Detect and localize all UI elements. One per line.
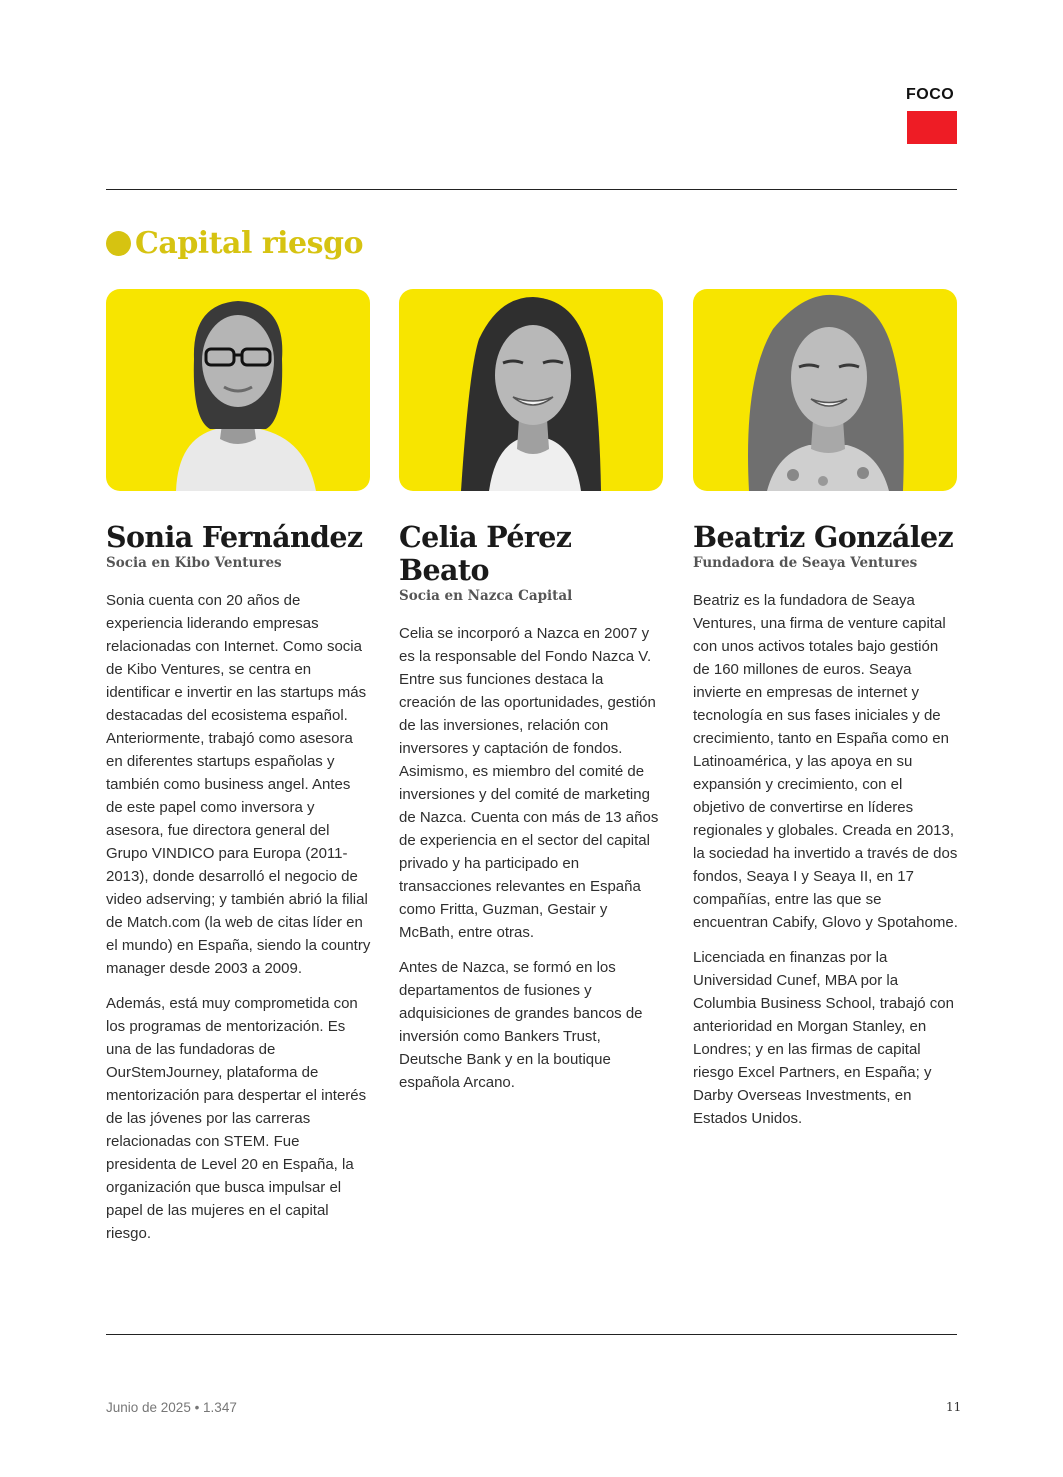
profile-bio [693,589,958,1130]
profile-card-2 [399,289,664,1106]
profile-name: Celia Pérez Beato [399,520,572,587]
top-divider [106,189,957,190]
bio-paragraph: Licenciada en finanzas por la Universidad Cunef, MBA por la Columbia Business School, trabajó con anterioridad en Morgan Stanley, en Londres; y en las firmas de capital riesgo Excel Partners, en España; y Darby Overseas Investments, en Estados Unidos. [693,949,954,1127]
profile-name: Sonia Fernández [106,520,363,554]
section-title: Capital riesgo [135,226,363,261]
page-number: 11 [946,1400,962,1414]
bio-paragraph: Sonia cuenta con 20 años de experiencia liderando empresas relacionadas con Internet. Como socia de Kibo Ventures, se centra en identificar e invertir en las startups más destacadas del ecosistema español. Anteriormente, trabajó como asesora en diferentes startups españolas y también como business angel. Antes de este papel como inversora y asesora, fue directora general del Grupo VINDICO para Europa (2011-2013), donde desarrolló el negocio de video adserving; y también abrió la filial de Match.com (la web de citas líder en el mundo) en España, siendo la country manager desde 2003 a 2009. [106,592,371,977]
profile-role: Socia en Nazca Capital [399,588,573,604]
profile-bio [399,622,664,1094]
profile-card-1 [106,289,371,1257]
profile-photo [399,289,663,491]
issue-info: Junio de 2025 • 1.347 [106,1400,237,1415]
section-heading [106,226,363,261]
section-color-block [907,111,957,144]
section-tag: FOCO [906,86,955,103]
profile-photo [106,289,370,491]
bio-paragraph: Celia se incorporó a Nazca en 2007 y es la responsable del Fondo Nazca V. Entre sus funciones destaca la creación de las oportunidades, gestión de las inversiones, relación con inversores y captación de fondos. Asimismo, es miembro del comité de inversiones y del comité de marketing de Nazca. Cuenta con más de 13 años de experiencia en el sector del capital privado y ha participado en transacciones relevantes en España como Fritta, Guzman, Gestair y McBath, entre otras. [399,625,659,941]
profile-role: Fundadora de Seaya Ventures [693,555,918,571]
bio-paragraph: Antes de Nazca, se formó en los departamentos de fusiones y adquisiciones de grandes bancos de inversión como Bankers Trust, Deutsche Bank y en la boutique española Arcano. [399,959,643,1091]
bottom-divider [106,1334,957,1335]
bio-paragraph: Beatriz es la fundadora de Seaya Ventures, una firma de venture capital con unos activos totales bajo gestión de 160 millones de euros. Seaya invierte en empresas de internet y tecnología en sus fases iniciales y de crecimiento, tanto en España como en Latinoamérica, y las apoya en su expansión y crecimiento, con el objetivo de convertirse en líderes regionales y globales. Creada en 2013, la sociedad ha invertido a través de dos fondos, Seaya I y Seaya II, en 17 compañías, entre las que se encuentran Cabify, Glovo y Spotahome. [693,592,958,931]
bio-paragraph: Además, está muy comprometida con los programas de mentorización. Es una de las fundadoras de OurStemJourney, plataforma de mentorización para despertar el interés de las jóvenes por las carreras relacionadas con STEM. Fue presidenta de Level 20 en España, la organización que busca impulsar el papel de las mujeres en el capital riesgo. [106,995,367,1242]
profile-role: Socia en Kibo Ventures [106,555,282,571]
profile-photo [693,289,957,491]
profile-name: Beatriz González [693,520,954,554]
profile-card-3 [693,289,958,1142]
profile-bio [106,589,371,1245]
bullet-dot-icon [106,231,131,256]
